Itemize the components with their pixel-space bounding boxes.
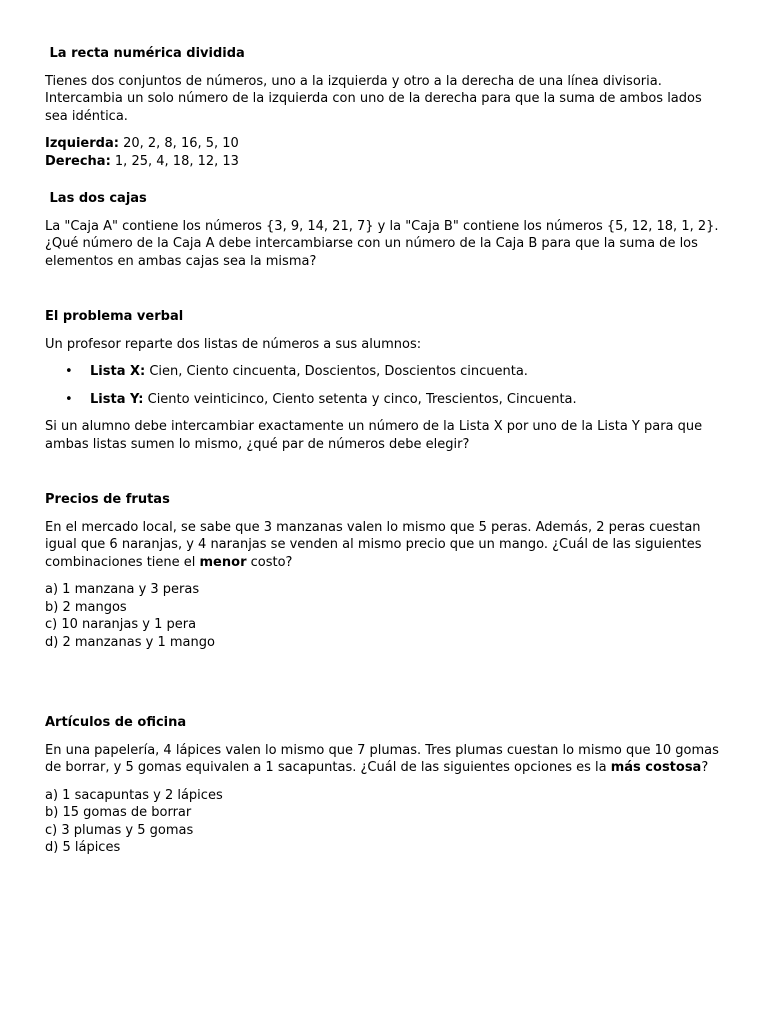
option-b: b) 2 mangos [45, 599, 127, 615]
option-c: c) 10 naranjas y 1 pera [45, 617, 197, 632]
left-set-values: 20, 2, 8, 16, 5, 10 [118, 136, 239, 151]
options-list [45, 581, 723, 651]
left-set-label: Izquierda: [45, 136, 119, 151]
right-set-line [45, 153, 723, 171]
section-body: La "Caja A" contiene los números {3, 9, 14, 21, 7} y la "Caja B" contiene los números {5, 12, 18, 1, 2}. ¿Qué número de la Caja A debe intercambiarse con un número de la Caja B para que la suma de los elementos en ambas cajas sea la misma? [45, 218, 719, 269]
section-title: El problema verbal [45, 309, 184, 324]
list-text: Cien, Ciento cincuenta, Doscientos, Doscientos cincuenta. [145, 364, 528, 379]
right-set-label: Derecha: [45, 153, 111, 169]
body-text: En el mercado local, se sabe que 3 manzanas valen lo mismo que 5 peras. Además, 2 peras cuestan igual que 6 naranjas, y 4 naranjas se venden al mismo precio que un mango. ¿Cuál de las siguientes combinaciones tiene el [45, 519, 706, 570]
number-sets [45, 135, 723, 170]
body-text: En una papelería, 4 lápices valen lo mismo que 7 plumas. Tres plumas cuestan lo mismo que 10 gomas de borrar, y 5 gomas equivalen a 1 sacapuntas. ¿Cuál de las siguientes opciones es la [45, 742, 724, 775]
section-question: Si un alumno debe intercambiar exactamente un número de la Lista X por uno de la Lista Y para que ambas listas sumen lo mismo, ¿qué par de números debe elegir? [45, 419, 703, 452]
option-c: c) 3 plumas y 5 gomas [45, 822, 194, 838]
section-body [45, 519, 723, 572]
option-d: d) 5 lápices [45, 840, 121, 855]
option-a: a) 1 manzana y 3 peras [45, 582, 200, 597]
section-articulos-oficina [45, 714, 723, 857]
section-problema-verbal [45, 308, 723, 453]
number-lists [45, 363, 723, 408]
section-dos-cajas [45, 190, 723, 270]
section-title: Artículos de oficina [45, 715, 187, 730]
section-body [45, 742, 723, 777]
list-label: Lista X: [90, 364, 146, 379]
list-item [45, 391, 723, 409]
option-b: b) 15 gomas de borrar [45, 805, 192, 820]
body-emphasis: menor [199, 554, 247, 570]
section-title: La recta numérica dividida [45, 46, 245, 61]
section-recta-numerica [45, 45, 723, 170]
section-intro: Tienes dos conjuntos de números, uno a la izquierda y otro a la derecha de una línea divisoria. Intercambia un solo número de la izquierda con uno de la derecha para que la suma de ambos lados sea idéntica. [45, 73, 702, 124]
bullet-icon: • [65, 391, 73, 407]
section-intro: Un profesor reparte dos listas de números a sus alumnos: [45, 336, 422, 352]
list-item [45, 363, 723, 381]
body-text-end: ? [701, 760, 709, 775]
section-title: Las dos cajas [45, 191, 147, 206]
body-text-end: costo? [246, 554, 293, 570]
option-a: a) 1 sacapuntas y 2 lápices [45, 787, 223, 803]
options-list [45, 787, 723, 857]
option-d: d) 2 manzanas y 1 mango [45, 634, 215, 650]
list-label: Lista Y: [90, 391, 144, 407]
list-text: Ciento veinticinco, Ciento setenta y cinco, Trescientos, Cincuenta. [143, 391, 577, 407]
bullet-icon: • [65, 364, 73, 379]
right-set-values: 1, 25, 4, 18, 12, 13 [110, 153, 239, 169]
section-title: Precios de frutas [45, 492, 170, 507]
section-precios-frutas [45, 491, 723, 651]
left-set-line [45, 135, 723, 153]
body-emphasis: más costosa [610, 760, 702, 775]
